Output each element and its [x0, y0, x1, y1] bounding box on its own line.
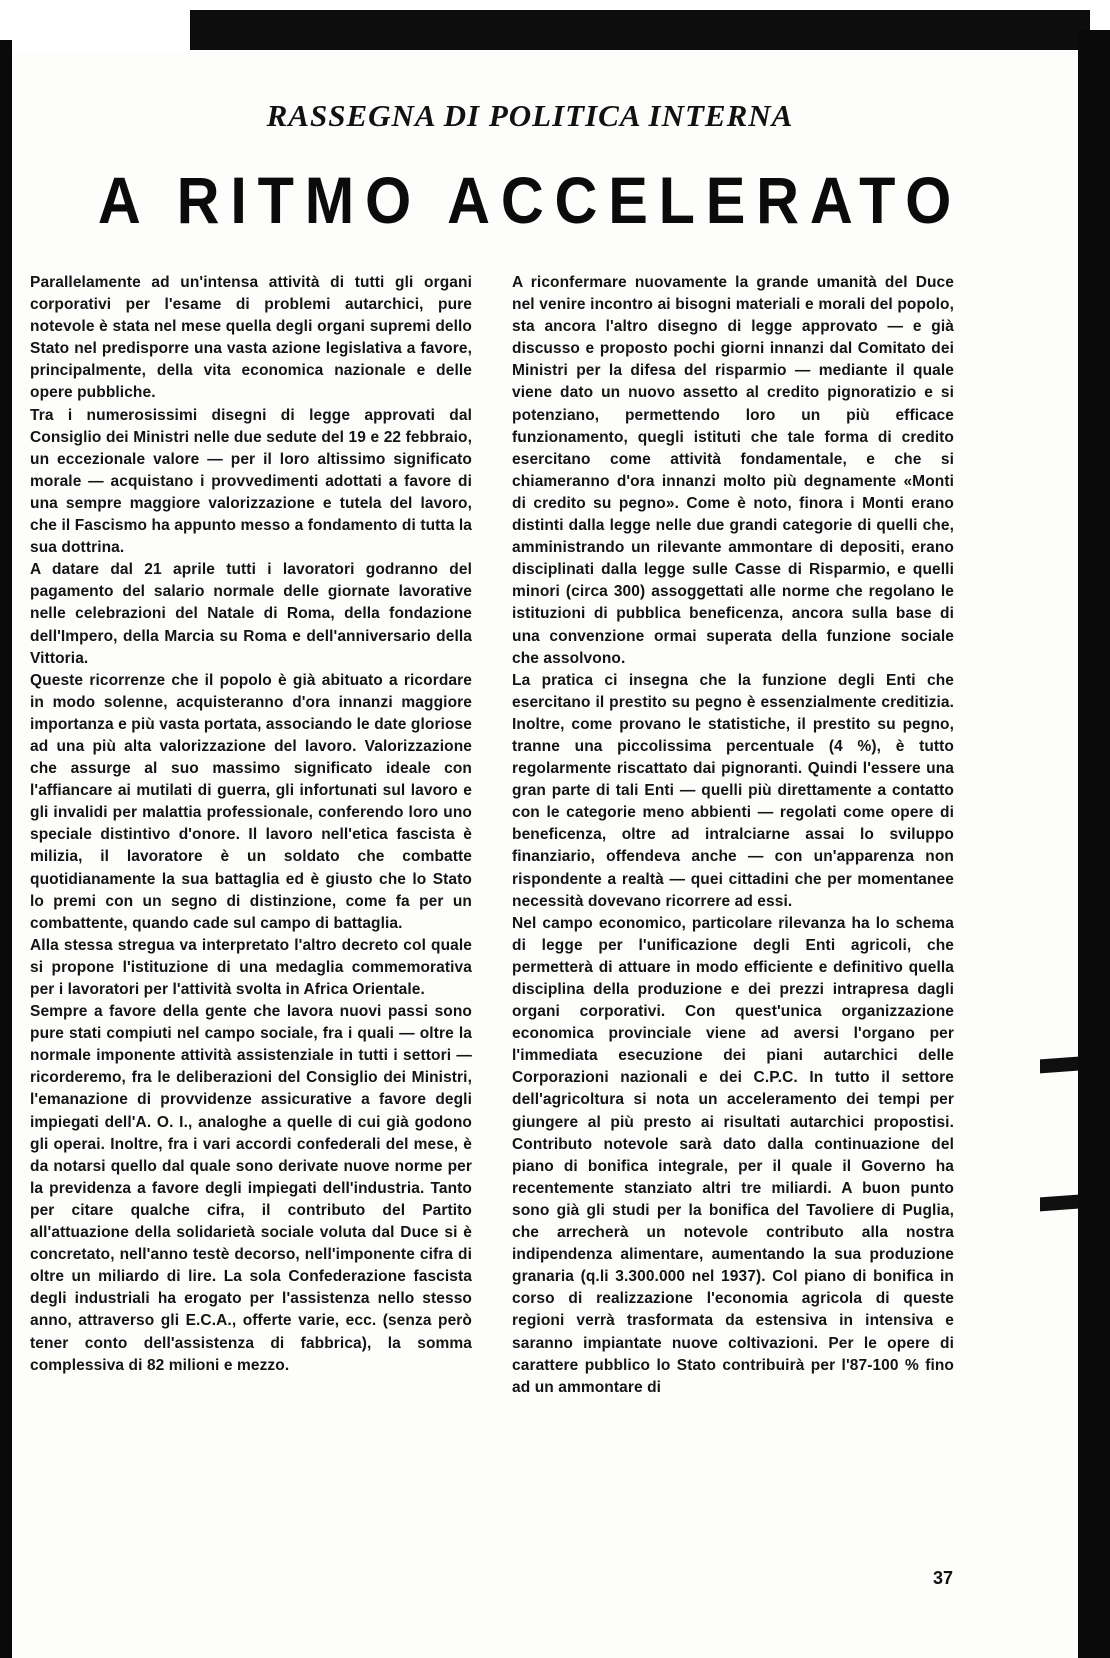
edge-mark	[1040, 1057, 1078, 1074]
right-column	[512, 272, 954, 1399]
paragraph: Queste ricorrenze che il popolo è già abituato a ricordare in modo solenne, acquisteranno d'ora innanzi maggiore importanza e più vasta portata, associando le date gloriose ad una più alta valorizzazione del lavoro. Valorizzazione che assurge al suo massimo significato ideale con l'affiancare ai mutilati di guerra, gli infortunati sul lavoro e gli invalidi per malattia professionale, conferendo loro uno speciale distintivo d'onore. Il lavoro nell'etica fascista è milizia, il lavoratore è un soldato che combatte quotidianamente la sua battaglia ed è giusto che lo Stato lo premi con un segno di distinzione, come fa per un combattente, quando cade sul campo di battaglia.	[30, 671, 472, 932]
section-rubric: RASSEGNA DI POLITICA INTERNA	[266, 98, 794, 133]
scan-border-right	[1078, 30, 1110, 1658]
scan-border-top-gap	[0, 10, 190, 50]
left-column	[30, 272, 472, 1377]
article-headline: A RITMO ACCELERATO	[97, 163, 963, 237]
scan-border-top-shadow	[190, 10, 1090, 50]
scan-border-left	[0, 40, 12, 1658]
paragraph: La pratica ci insegna che la funzione degli Enti che esercitano il prestito su pegno è essenzialmente creditizia. Inoltre, come provano le statistiche, il prestito su pegno, tranne una piccolissima percentuale (4 %), è tutto regolarmente riscattato dai pignoranti. Quindi l'essere una gran parte di tali Enti — quelli più direttamente a contatto con le categorie meno abbienti — regolati come opere di beneficenza, oltre ad intralciarne assai lo sviluppo finanziario, offendeva anche — con un'apparenza non rispondente a realtà — quei cittadini che per momentanee necessità dovevano ricorrere ad essi.	[512, 671, 954, 910]
paragraph: Alla stessa stregua va interpretato l'altro decreto col quale si propone l'istituzione di una medaglia commemorativa per i lavoratori per l'attività svolta in Africa Orientale.	[30, 936, 472, 998]
paragraph: Tra i numerosissimi disegni di legge approvati dal Consiglio dei Ministri nelle due sedute del 19 e 22 febbraio, un eccezionale valore — per il loro altissimo significato morale — acquistano i provvedimenti adottati a favore di una sempre maggiore valorizzazione e tutela del lavoro, che il Fascismo ha appunto messo a fondamento di tutta la sua dottrina.	[30, 406, 472, 557]
paragraph: Nel campo economico, particolare rilevanza ha lo schema di legge per l'unificazione degli Enti agricoli, che permetterà di attuare in modo efficiente e definitivo quella disciplina della produzione e dei prezzi intrapresa dagli organi corporativi. Con quest'unica organizzazione economica provinciale viene ad aversi l'organo per l'immediata esecuzione dei piani autarchici delle Corporazioni nazionali e dei C.P.C. In tutto il settore dell'agricoltura si nota un acceleramento dei tempi per giungere al più presto ai risultati autarchici propostisi. Contributo notevole sarà dato dalla continuazione del piano di bonifica integrale, per il quale il Governo ha recentemente stanziato altri tre miliardi. A buon punto sono già gli studi per la bonifica del Tavoliere di Puglia, che arrecherà un notevole contributo alla nostra indipendenza alimentare, aumentando la sua produzione granaria (q.li 3.300.000 nel 1937). Col piano di bonifica in corso di realizzazione l'economia agricola di queste regioni verrà trasformata da estensiva in intensiva e saranno impiantate nuove coltivazioni. Per le opere di carattere pubblico lo Stato contribuirà per l'87-100 % fino ad un ammontare di	[512, 914, 954, 1396]
paragraph: Sempre a favore della gente che lavora nuovi passi sono pure stati compiuti nel campo sociale, fra i quali — oltre la normale imponente attività assistenziale in tutti i settori — ricorderemo, fra le deliberazioni del Consiglio dei Ministri, l'emanazione di provvidenze assicurative a favore degli impiegati dell'A. O. I., analoghe a quelle di cui già godono gli operai. Inoltre, fra i vari accordi confederali del mese, è da notarsi quello dal quale sono derivate nuove norme per la previdenza a favore degli impiegati dell'industria. Tanto per citare qualche cifra, il contributo del Partito all'attuazione della solidarietà sociale voluta dal Duce si è concretato, nell'anno testè decorso, nell'imponente cifra di oltre un miliardo di lire. La sola Confederazione fascista degli industriali ha erogato per l'assistenza nello stesso anno, attraverso gli E.C.A., offerte varie, ecc. (senza però tener conto dell'assistenza di fabbrica), la somma complessiva di 82 milioni e mezzo.	[30, 1003, 472, 1374]
paragraph: Parallelamente ad un'intensa attività di tutti gli organi corporativi per l'esame di problemi autarchici, pure notevole è stata nel mese quella degli organi supremi dello Stato nel predisporre una vasta azione legislativa a favore, principalmente, della vita economica nazionale e delle opere pubbliche.	[30, 274, 472, 402]
page-number: 37	[933, 1568, 954, 1588]
edge-mark	[1040, 1195, 1078, 1212]
paragraph: A datare dal 21 aprile tutti i lavoratori godranno del pagamento del salario normale delle giornate lavorative nelle celebrazioni del Natale di Roma, della fondazione dell'Impero, della Marcia su Roma e dell'anniversario della Vittoria.	[30, 561, 472, 667]
paragraph: A riconfermare nuovamente la grande umanità del Duce nel venire incontro ai bisogni materiali e morali del popolo, sta ancora l'altro disegno di legge approvato — e già discusso e proposto pochi giorni innanzi dal Comitato dei Ministri per la difesa del risparmio — mediante il quale viene dato un nuovo assetto al credito pignoratizio e si potenziano, permettendo loro un più efficace funzionamento, quegli istituti che tale forma di credito esercitano come attività fondamentale, e che si chiameranno d'ora innanzi molto più degnamente «Monti di credito su pegno». Come è noto, finora i Monti erano distinti dalla legge nelle due grandi categorie di quelli che, amministrando un rilevante ammontare di depositi, erano disciplinati dalla legge sulle Casse di Risparmio, e quelli minori (circa 300) assoggettati alle norme che regolano le istituzioni di pubblica beneficenza, ancora sulla base di una convenzione ormai superata della funzione sociale che assolvono.	[512, 274, 954, 667]
